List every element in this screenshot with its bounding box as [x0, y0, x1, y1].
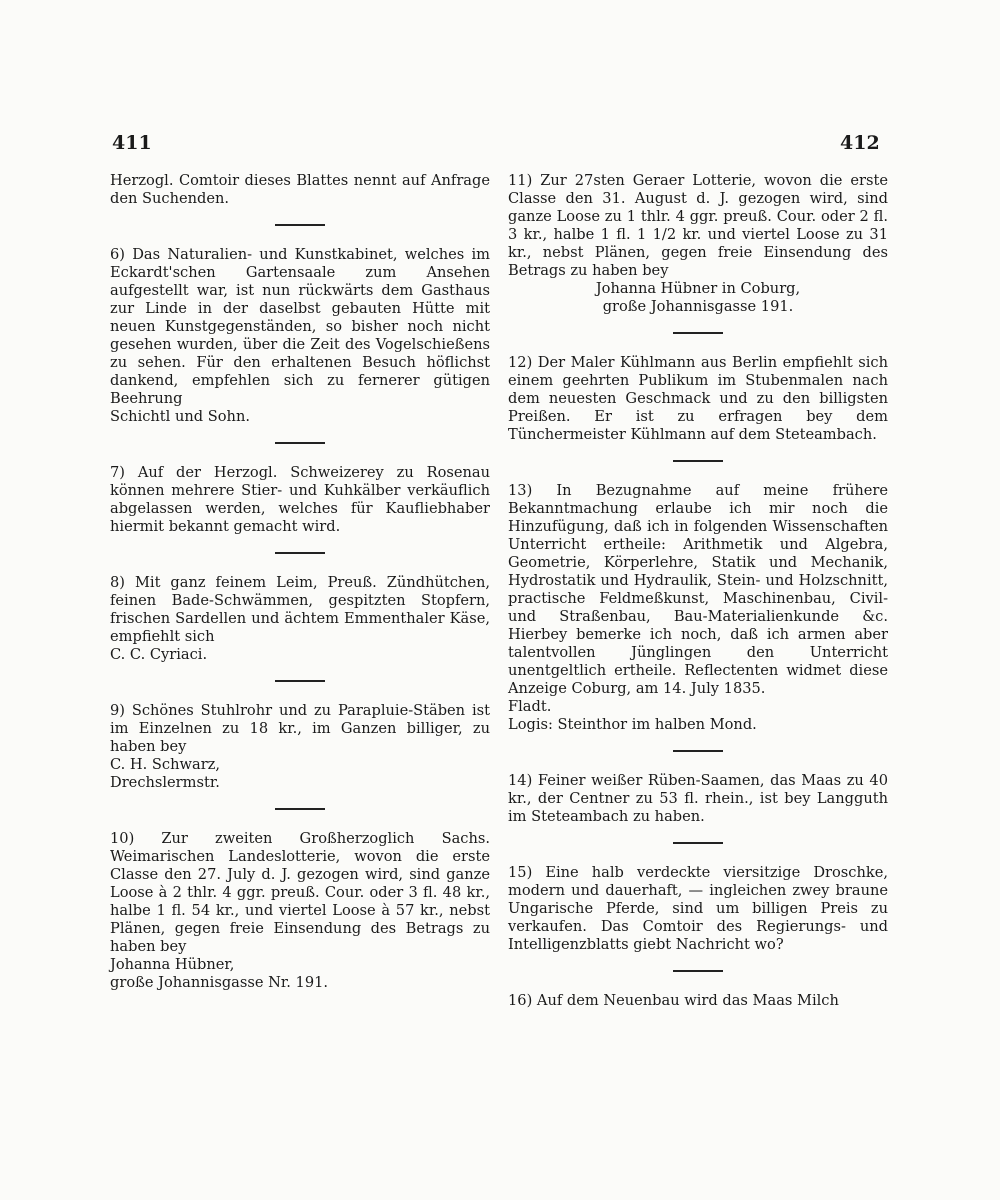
notice-text: 10) Zur zweiten Großherzoglich Sachs. Weimarischen Landeslotterie, wovon die erste Classe den 27. July d. J. gezogen wird, sind ganze Loose à 2 thlr. 4 ggr. preuß. Cour. oder 3 fl. 48 kr., halbe 1 fl. 54 kr., und viertel Loose à 57 kr., nebst Plänen, gegen freie Einsendung des Betrags zu haben bey [110, 830, 490, 955]
notice-signature: C. C. Cyriaci. [110, 646, 208, 663]
notice-signature: Schichtl und Sohn. [110, 408, 250, 425]
notice-text: 15) Eine halb verdeckte viersitzige Droschke, modern und dauerhaft, — ingleichen zwey braune Ungarische Pferde, sind um billigen Preis zu verkaufen. Das Comtoir des Regierungs- und Intelligenzblatts giebt Nachricht wo? [508, 864, 888, 953]
page-number-left: 411 [112, 132, 152, 154]
notice-signature: Fladt. [508, 698, 552, 715]
notice-text: 11) Zur 27sten Geraer Lotterie, wovon die erste Classe den 31. August d. J. gezogen wird, sind ganze Loose zu 1 thlr. 4 ggr. preuß. Cour. oder 2 fl. 3 kr., halbe 1 fl. 1 1/2 kr. und viertel Loose zu 31 kr., nebst Plänen, gegen freie Einsendung des Betrags zu haben bey [508, 172, 888, 279]
notice-entry [508, 482, 888, 734]
separator-rule [673, 460, 723, 462]
separator-rule [275, 680, 325, 682]
notice-text: 14) Feiner weißer Rüben-Saamen, das Maas zu 40 kr., der Centner zu 53 fl. rhein., ist bey Langguth im Steteambach zu haben. [508, 772, 888, 825]
notice-signature: Logis: Steinthor im halben Mond. [508, 716, 757, 733]
notice-signature: Johanna Hübner, [110, 956, 235, 973]
notice-text: 12) Der Maler Kühlmann aus Berlin empfiehlt sich einem geehrten Publikum im Stubenmalen nach dem neuesten Geschmack und zu den billigsten Preißen. Er ist zu erfragen bey dem Tünchermeister Kühlmann auf dem Steteambach. [508, 354, 888, 443]
separator-rule [275, 552, 325, 554]
notice-entry [110, 702, 490, 792]
notice-text: 6) Das Naturalien- und Kunstkabinet, welches im Eckardt'schen Gartensaale zum Ansehen aufgestellt war, ist nun rückwärts dem Gasthaus zur Linde in der daselbst gebauten Hütte mit neuen Kunstgegenständen, so bisher noch nicht gesehen wurden, über die Zeit des Vogelschießens zu sehen. Für den erhaltenen Besuch höflichst dankend, empfehlen sich zu fernerer gütigen Beehrung [110, 246, 490, 407]
separator-rule [275, 224, 325, 226]
notice-entry [508, 172, 888, 316]
notice-signature: Johanna Hübner in Coburg, [595, 280, 801, 297]
notice-entry [110, 172, 490, 208]
separator-rule [275, 808, 325, 810]
separator-rule [673, 750, 723, 752]
notice-entry [508, 772, 888, 826]
notice-entry [110, 574, 490, 664]
left-column [110, 172, 490, 992]
notice-entry [508, 864, 888, 954]
notice-text: 9) Schönes Stuhlrohr und zu Parapluie-Stäben ist im Einzelnen zu 18 kr., im Ganzen billiger, zu haben bey [110, 702, 490, 755]
notice-signature: C. H. Schwarz, [110, 756, 220, 773]
separator-rule [275, 442, 325, 444]
notice-entry [508, 992, 888, 1010]
notice-signature: große Johannisgasse 191. [602, 298, 794, 315]
notice-text: 8) Mit ganz feinem Leim, Preuß. Zündhütchen, feinen Bade-Schwämmen, gespitzten Stopfern, frischen Sardellen und ächtem Emmenthaler Käse, empfiehlt sich [110, 574, 490, 645]
notice-text: 7) Auf der Herzogl. Schweizerey zu Rosenau können mehrere Stier- und Kuhkälber verkäuflich abgelassen werden, welches für Kaufliebhaber hiermit bekannt gemacht wird. [110, 464, 490, 535]
page-number-right: 412 [840, 132, 880, 154]
separator-rule [673, 842, 723, 844]
notice-signature: Drechslermstr. [110, 774, 220, 791]
notice-text: 13) In Bezugnahme auf meine frühere Bekanntmachung erlaube ich mir noch die Hinzufügung, daß ich in folgenden Wissenschaften Unterricht ertheile: Arithmetik und Algebra, Geometrie, Körperlehre, Statik und Mechanik, Hydrostatik und Hydraulik, Stein- und Holzschnitt, practische Feldmeßkunst, Maschinenbau, Civil- und Straßenbau, Bau-Materialienkunde &c. Hierbey bemerke ich noch, daß ich armen aber talentvollen Jünglingen den Unterricht unentgeltlich ertheile. Reflectenten widmet diese Anzeige Coburg, am 14. July 1835. [508, 482, 888, 697]
notice-entry [110, 464, 490, 536]
separator-rule [673, 970, 723, 972]
notice-entry [110, 246, 490, 426]
notice-text: Herzogl. Comtoir dieses Blattes nennt auf Anfrage den Suchenden. [110, 172, 490, 207]
separator-rule [673, 332, 723, 334]
notice-signature: große Johannisgasse Nr. 191. [110, 974, 329, 991]
notice-text: 16) Auf dem Neuenbau wird das Maas Milch [508, 992, 839, 1009]
notice-entry [508, 354, 888, 444]
right-column [508, 172, 888, 1010]
notice-entry [110, 830, 490, 992]
